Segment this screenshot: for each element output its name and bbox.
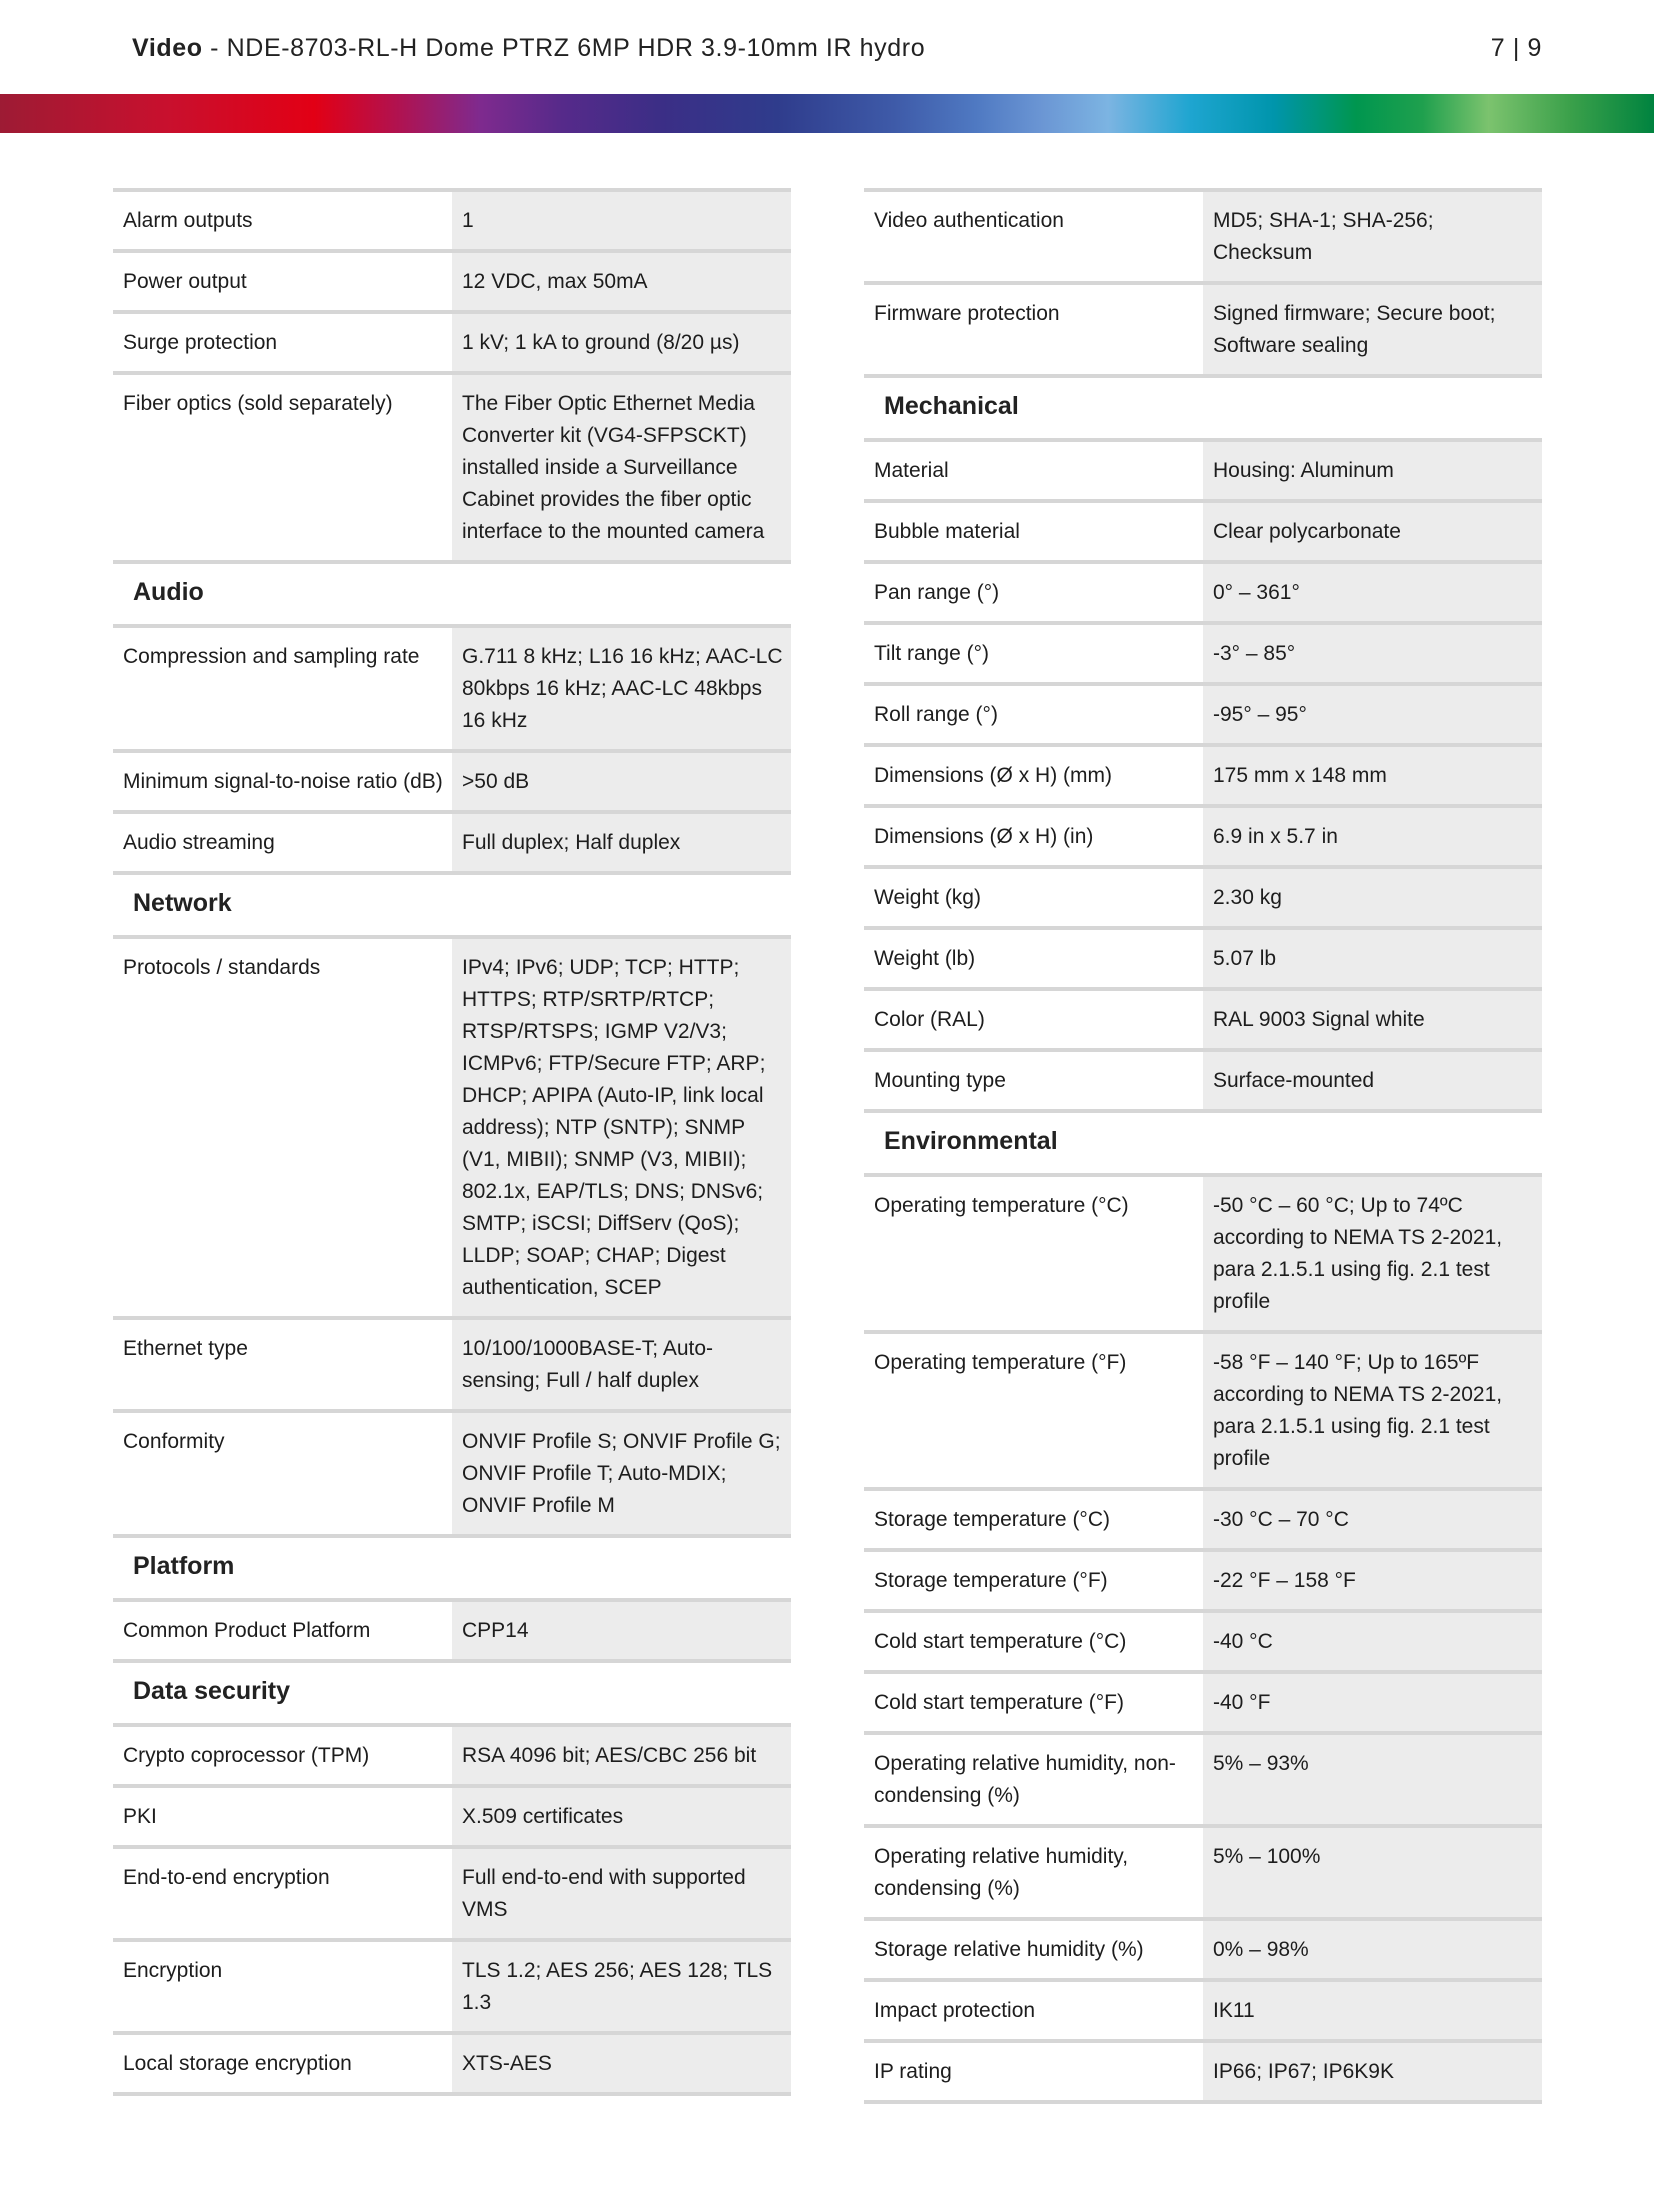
spec-value: XTS-AES: [452, 2035, 791, 2092]
spec-label: Power output: [123, 270, 247, 293]
spec-label: Alarm outputs: [123, 209, 253, 232]
spec-value: CPP14: [452, 1602, 791, 1659]
spec-row: [113, 935, 791, 1316]
spec-value: RAL 9003 Signal white: [1203, 991, 1542, 1048]
spec-label: Local storage encryption: [123, 2052, 352, 2075]
spec-row: [113, 624, 791, 749]
spec-column-right: [864, 188, 1542, 2104]
spec-label: Cold start temperature (°C): [874, 1630, 1127, 1653]
spec-value: MD5; SHA-1; SHA-256; Checksum: [1203, 192, 1542, 281]
spec-value: Clear polycarbonate: [1203, 503, 1542, 560]
spec-label: Protocols / standards: [123, 956, 321, 979]
section-heading-data-security: Data security: [113, 1659, 791, 1723]
spec-label: Color (RAL): [874, 1008, 985, 1031]
spec-value: IPv4; IPv6; UDP; TCP; HTTP; HTTPS; RTP/SRTP/RTCP; RTSP/RTSPS; IGMP V2/V3; ICMPv6; FTP/Secure FTP; ARP; DHCP; APIPA (Auto-IP, link local address); NTP (SNTP); SNMP (V1, MIBII); SNMP (V3, MIBII); 802.1x, EAP/TLS; DNS; DNSv6; SMTP; iSCSI; DiffServ (QoS); LLDP; SOAP; CHAP; Digest authentication, SCEP: [452, 939, 791, 1316]
spec-row: [113, 1784, 791, 1845]
spec-value: -30 °C – 70 °C: [1203, 1491, 1542, 1548]
spec-row: [864, 865, 1542, 926]
spec-row: [113, 1938, 791, 2031]
spec-column-left: [113, 188, 791, 2096]
spec-label: Storage temperature (°C): [874, 1508, 1110, 1531]
spec-row: [864, 621, 1542, 682]
spec-label: Crypto coprocessor (TPM): [123, 1744, 370, 1767]
spec-label: Compression and sampling rate: [123, 645, 420, 668]
spec-row: [864, 682, 1542, 743]
spec-value: 1 kV; 1 kA to ground (8/20 µs): [452, 314, 791, 371]
spec-value: -3° – 85°: [1203, 625, 1542, 682]
spec-value: ONVIF Profile S; ONVIF Profile G; ONVIF Profile T; Auto-MDIX; ONVIF Profile M: [452, 1413, 791, 1534]
spec-label: Mounting type: [874, 1069, 1006, 1092]
spec-value: -95° – 95°: [1203, 686, 1542, 743]
spec-value: 0° – 361°: [1203, 564, 1542, 621]
spec-value: 10/100/1000BASE-T; Auto-sensing; Full / half duplex: [452, 1320, 791, 1409]
spec-row: [864, 1917, 1542, 1978]
spec-label: Dimensions (Ø x H) (in): [874, 825, 1094, 848]
spec-row: [864, 926, 1542, 987]
spec-label: Pan range (°): [874, 581, 1000, 604]
spec-label: Operating temperature (°C): [874, 1194, 1129, 1217]
page-header: [132, 34, 1542, 74]
spec-value: Surface-mounted: [1203, 1052, 1542, 1109]
spec-label: Bubble material: [874, 520, 1020, 543]
section-heading-platform: Platform: [113, 1534, 791, 1598]
spec-label: Dimensions (Ø x H) (mm): [874, 764, 1113, 787]
spec-value: IK11: [1203, 1982, 1542, 2039]
spec-value: -40 °F: [1203, 1674, 1542, 1731]
spec-row: [864, 1548, 1542, 1609]
spec-value: -22 °F – 158 °F: [1203, 1552, 1542, 1609]
spec-value: 1: [452, 192, 791, 249]
spec-value: 5% – 93%: [1203, 1735, 1542, 1824]
spec-row: [864, 1670, 1542, 1731]
spec-row: [864, 1731, 1542, 1824]
spec-row: [864, 1487, 1542, 1548]
spec-value: Full end-to-end with supported VMS: [452, 1849, 791, 1938]
spec-label: Surge protection: [123, 331, 278, 354]
spec-value: TLS 1.2; AES 256; AES 128; TLS 1.3: [452, 1942, 791, 2031]
spec-label: Roll range (°): [874, 703, 998, 726]
section-heading-environmental: Environmental: [864, 1109, 1542, 1173]
spec-row: [864, 1978, 1542, 2039]
spec-label: Material: [874, 459, 949, 482]
section-heading-network: Network: [113, 871, 791, 935]
spec-value: X.509 certificates: [452, 1788, 791, 1845]
spec-value: >50 dB: [452, 753, 791, 810]
spec-value: 0% – 98%: [1203, 1921, 1542, 1978]
table-bottom-rule: [113, 2092, 791, 2096]
spec-value: 5% – 100%: [1203, 1828, 1542, 1917]
spec-value: RSA 4096 bit; AES/CBC 256 bit: [452, 1727, 791, 1784]
spec-label: IP rating: [874, 2060, 952, 2083]
spec-value: -58 °F – 140 °F; Up to 165ºF according to NEMA TS 2-2021, para 2.1.5.1 using fig. 2.1 test profile: [1203, 1334, 1542, 1487]
brand-color-bar: [0, 94, 1654, 133]
spec-row: [864, 499, 1542, 560]
spec-label: End-to-end encryption: [123, 1866, 330, 1889]
spec-row: [864, 1048, 1542, 1109]
spec-value: 6.9 in x 5.7 in: [1203, 808, 1542, 865]
spec-row: [113, 1409, 791, 1534]
spec-label: Weight (lb): [874, 947, 976, 970]
spec-row: [864, 1824, 1542, 1917]
spec-label: Operating relative humidity, condensing (%): [874, 1845, 1129, 1900]
spec-label: Fiber optics (sold separately): [123, 392, 393, 415]
spec-row: [113, 810, 791, 871]
spec-label: Encryption: [123, 1959, 223, 1982]
section-heading-mechanical: Mechanical: [864, 374, 1542, 438]
spec-label: Operating temperature (°F): [874, 1351, 1127, 1374]
spec-value: Signed firmware; Secure boot; Software sealing: [1203, 285, 1542, 374]
spec-row: [864, 2039, 1542, 2100]
spec-row: [864, 438, 1542, 499]
spec-row: [113, 1316, 791, 1409]
spec-row: [113, 249, 791, 310]
spec-value: -40 °C: [1203, 1613, 1542, 1670]
spec-row: [864, 804, 1542, 865]
spec-label: Cold start temperature (°F): [874, 1691, 1124, 1714]
spec-row: [864, 560, 1542, 621]
spec-value: 175 mm x 148 mm: [1203, 747, 1542, 804]
spec-value: 2.30 kg: [1203, 869, 1542, 926]
spec-row: [113, 188, 791, 249]
spec-value: IP66; IP67; IP6K9K: [1203, 2043, 1542, 2100]
spec-label: Audio streaming: [123, 831, 275, 854]
spec-label: Storage temperature (°F): [874, 1569, 1108, 1592]
spec-label: Tilt range (°): [874, 642, 989, 665]
document-title: - NDE-8703-RL-H Dome PTRZ 6MP HDR 3.9-10mm IR hydro: [202, 34, 926, 62]
spec-label: PKI: [123, 1805, 157, 1828]
spec-label: Operating relative humidity, non-condensing (%): [874, 1752, 1176, 1807]
spec-row: [113, 310, 791, 371]
spec-row: [113, 749, 791, 810]
spec-row: [864, 188, 1542, 281]
spec-row: [864, 1173, 1542, 1330]
table-bottom-rule: [864, 2100, 1542, 2104]
spec-label: Video authentication: [874, 209, 1064, 232]
spec-value: Housing: Aluminum: [1203, 442, 1542, 499]
spec-row: [864, 281, 1542, 374]
page-number: 7 | 9: [1490, 34, 1542, 62]
spec-label: Storage relative humidity (%): [874, 1938, 1144, 1961]
spec-row: [864, 1330, 1542, 1487]
spec-label: Weight (kg): [874, 886, 981, 909]
spec-value: -50 °C – 60 °C; Up to 74ºC according to NEMA TS 2-2021, para 2.1.5.1 using fig. 2.1 test profile: [1203, 1177, 1542, 1330]
spec-value: 12 VDC, max 50mA: [452, 253, 791, 310]
spec-row: [113, 1723, 791, 1784]
spec-row: [113, 1598, 791, 1659]
spec-row: [113, 1845, 791, 1938]
spec-value: The Fiber Optic Ethernet Media Converter kit (VG4-SFPSCKT) installed inside a Surveillance Cabinet provides the fiber optic interface to the mounted camera: [452, 375, 791, 560]
spec-label: Impact protection: [874, 1999, 1036, 2022]
document-category: Video: [132, 34, 203, 62]
spec-value: Full duplex; Half duplex: [452, 814, 791, 871]
spec-value: 5.07 lb: [1203, 930, 1542, 987]
spec-label: Conformity: [123, 1430, 225, 1453]
spec-row: [113, 2031, 791, 2092]
spec-row: [113, 371, 791, 560]
spec-label: Firmware protection: [874, 302, 1060, 325]
spec-label: Minimum signal-to-noise ratio (dB): [123, 770, 443, 793]
spec-value: G.711 8 kHz; L16 16 kHz; AAC-LC 80kbps 16 kHz; AAC-LC 48kbps 16 kHz: [452, 628, 791, 749]
spec-label: Ethernet type: [123, 1337, 248, 1360]
spec-label: Common Product Platform: [123, 1619, 371, 1642]
spec-row: [864, 987, 1542, 1048]
spec-row: [864, 1609, 1542, 1670]
spec-row: [864, 743, 1542, 804]
section-heading-audio: Audio: [113, 560, 791, 624]
